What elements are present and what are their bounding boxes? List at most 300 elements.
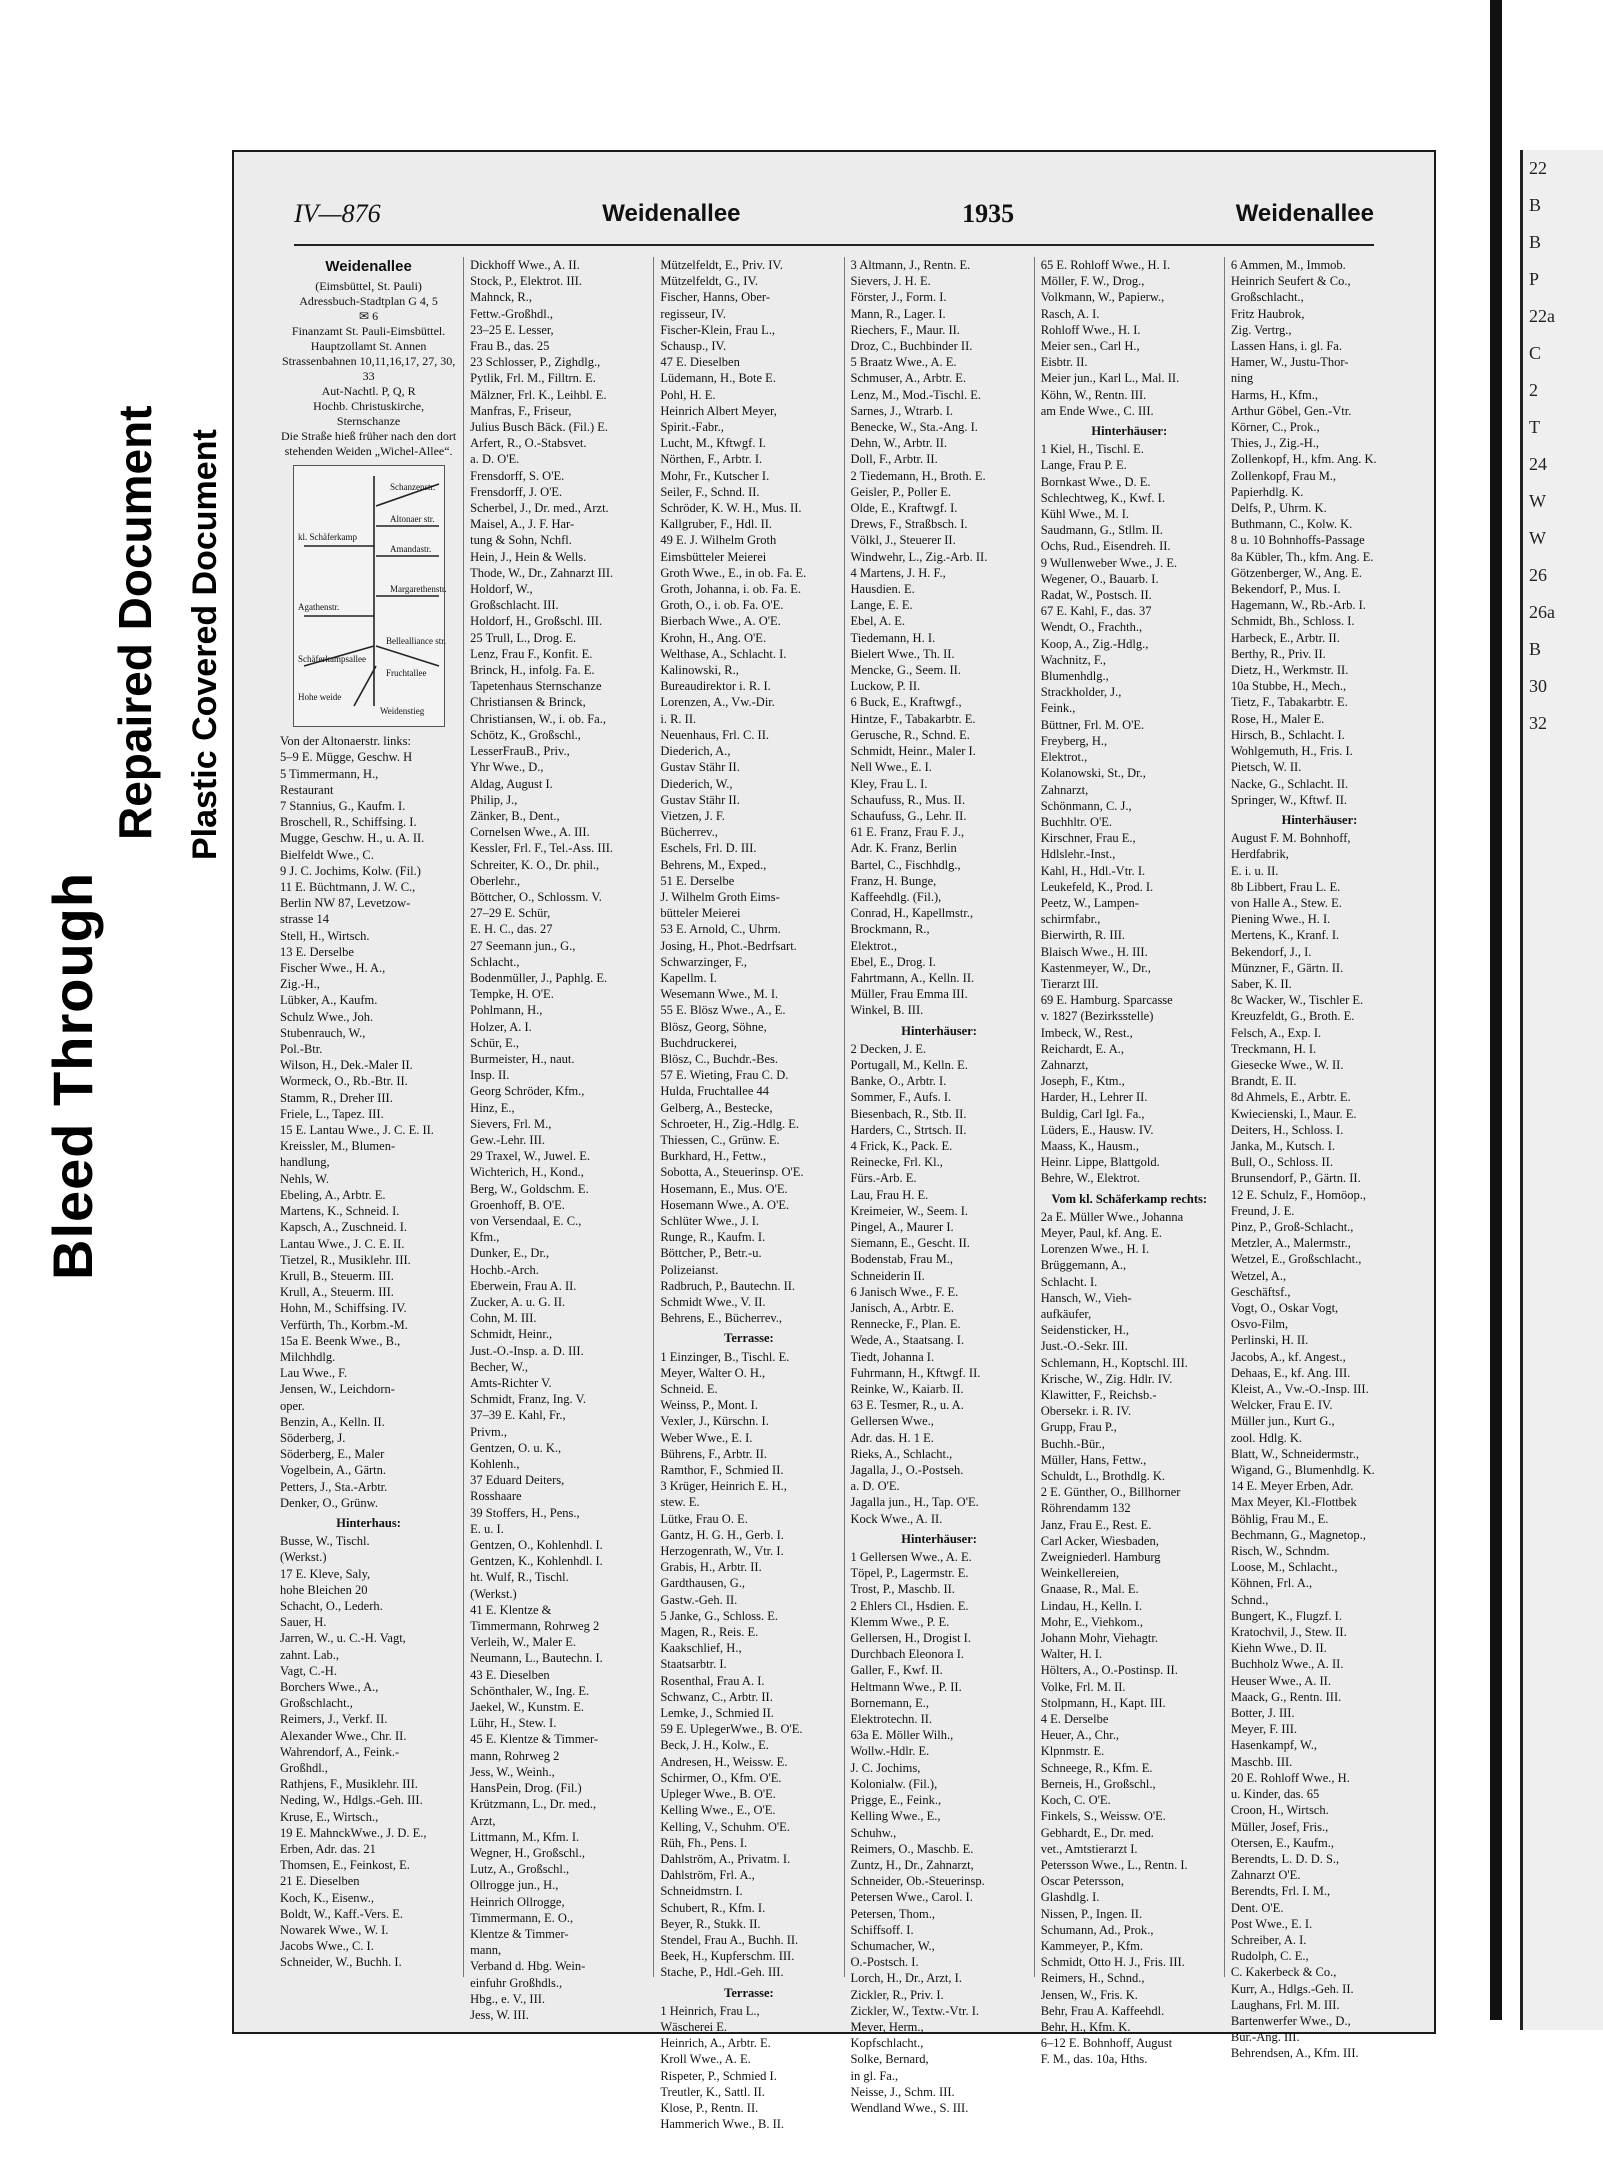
street-heading: Weidenallee — [325, 258, 412, 275]
directory-entry: Janka, M., Kutsch. I. — [1230, 1138, 1336, 1153]
directory-entry: Windwehr, L., Zig.-Arb. II. — [850, 549, 988, 564]
directory-entry: Brunsendorf, P., Gärtn. II. — [1230, 1171, 1361, 1186]
directory-entry: Kohlenh., — [470, 1457, 520, 1472]
directory-entry: Schmidt Wwe., V. II. — [660, 1295, 766, 1309]
directory-entry: Petters, J., Sta.-Arbtr. — [280, 1479, 388, 1494]
directory-entry: 59 E. UplegerWwe., B. O'E. — [660, 1722, 803, 1737]
map-label-hoheweide: Hohe weide — [297, 692, 341, 703]
directory-entry: Solke, Bernard, — [850, 2052, 929, 2067]
directory-entry: Becher, W., — [470, 1359, 528, 1374]
directory-entry: Buchholz Wwe., A. II. — [1230, 1657, 1344, 1672]
directory-entry: Schneidmstrn. I. — [660, 1884, 743, 1899]
directory-entry: a. D. O'E. — [850, 1479, 900, 1494]
directory-entry: Meyer, Walter O. H., — [660, 1365, 766, 1380]
directory-entry: Piening Wwe., H. I. — [1230, 912, 1331, 927]
directory-entry: Schirmer, O., Kfm. O'E. — [660, 1770, 782, 1785]
directory-entry: Stubenrauch, W., — [280, 1025, 366, 1040]
directory-entry: Heuser Wwe., A. II. — [1230, 1673, 1331, 1688]
directory-entry: Milchhdlg. — [280, 1349, 336, 1364]
adjacent-page-fragment: B — [1529, 232, 1542, 252]
section-heading: Hinterhäuser: — [1281, 812, 1358, 827]
directory-entry: Droz, C., Buchbinder II. — [850, 339, 973, 354]
directory-entry: 69 E. Hamburg. Sparcasse — [1040, 993, 1173, 1008]
directory-entry: Finkels, S., Weissw. O'E. — [1040, 1809, 1166, 1824]
directory-entry: Eschels, Frl. D. III. — [660, 841, 757, 856]
directory-entry: Banke, O., Arbtr. I. — [850, 1074, 947, 1089]
directory-entry: 23 Schlosser, P., Zighdlg., — [470, 355, 601, 370]
directory-entry: Neisse, J., Schm. III. — [850, 2084, 955, 2099]
directory-entry: 4 Frick, K., Pack. E. — [850, 1138, 953, 1153]
directory-entry: Stell, H., Wirtsch. — [280, 928, 370, 943]
directory-entry: Müller, Frau Emma III. — [850, 987, 968, 1002]
directory-entry: J. Wilhelm Groth Eims- — [660, 889, 780, 904]
repaired-document-label: Repaired Document — [109, 405, 161, 840]
directory-entry: Elektrot., — [1040, 750, 1088, 765]
directory-entry: Lorenzen, A., Vw.-Dir. — [660, 695, 775, 710]
directory-entry: Delfs, P., Uhrm. K. — [1230, 501, 1327, 516]
directory-entry: Nörthen, F., Arbtr. I. — [660, 452, 763, 467]
directory-entry: regisseur, IV. — [660, 306, 726, 321]
directory-entry: Biesenbach, R., Stb. II. — [850, 1106, 967, 1121]
directory-entry: Brandt, E. II. — [1230, 1074, 1297, 1089]
directory-entry: 2 Tiedemann, H., Broth. E. — [850, 468, 986, 483]
directory-entry: Pingel, A., Maurer I. — [850, 1219, 954, 1234]
directory-entry: Beyer, R., Stukk. II. — [660, 1916, 761, 1931]
directory-entry: Thomsen, E., Feinkost, E. — [280, 1858, 410, 1873]
directory-entry: Berneis, H., Großschl., — [1040, 1776, 1156, 1791]
directory-entry: Holzer, A. I. — [470, 1019, 532, 1034]
directory-entry: Kahl, H., Hdl.-Vtr. I. — [1040, 863, 1146, 878]
directory-entry: Dunker, E., Dr., — [470, 1246, 550, 1261]
directory-entry: 5 Braatz Wwe., A. E. — [850, 355, 957, 370]
directory-entry: E. u. I. — [470, 1521, 504, 1536]
directory-entry: Lucht, M., Kftwgf. I. — [660, 436, 766, 451]
directory-entry: Spirit.-Fabr., — [660, 420, 724, 435]
directory-entry: Peetz, W., Lampen- — [1040, 895, 1139, 910]
directory-entry: Rasch, A. I. — [1040, 306, 1100, 321]
directory-entry: Fischer-Klein, Frau L., — [660, 322, 775, 337]
directory-entry: Joseph, F., Ktm., — [1040, 1074, 1125, 1089]
section-heading: Terrasse: — [724, 1331, 774, 1346]
map-label-schaeferkampsallee: Schäferkampsallee — [297, 654, 366, 665]
directory-entry: Buldig, Carl Igl. Fa., — [1040, 1106, 1145, 1121]
directory-entry: Josing, H., Phot.-Bedrfsart. — [660, 938, 797, 953]
directory-entry: Lindau, H., Kelln. I. — [1040, 1598, 1143, 1613]
directory-entry: Schneid. E. — [660, 1382, 718, 1397]
directory-entry: Gellersen Wwe., — [850, 1414, 934, 1429]
directory-entry: Buthmann, C., Kolw. K. — [1230, 517, 1353, 532]
directory-entry: Krull, B., Steuerm. III. — [280, 1268, 394, 1283]
directory-entry: Hölters, A., O.-Postinsp. II. — [1040, 1663, 1178, 1678]
directory-entry: Cohn, M. III. — [470, 1311, 537, 1326]
adjacent-page-fragment: B — [1529, 639, 1542, 659]
directory-entry: Lübker, A., Kaufm. — [280, 993, 378, 1008]
directory-entry: Hein, J., Hein & Wells. — [470, 549, 587, 564]
directory-entry: 63 E. Tesmer, R., u. A. — [850, 1398, 964, 1413]
directory-entry: Walter, H. I. — [1040, 1647, 1103, 1662]
directory-entry: Schneiderin II. — [850, 1268, 925, 1283]
directory-entry: Verfürth, Th., Korbm.-M. — [280, 1317, 408, 1332]
directory-entry: Glashdlg. I. — [1040, 1890, 1100, 1905]
directory-entry: Mencke, G., Seem. II. — [850, 663, 961, 678]
directory-entry: Großschlacht., — [1230, 290, 1304, 305]
directory-entry: 6 Ammen, M., Immob. — [1230, 258, 1346, 272]
directory-entry: Meyer, F. III. — [1230, 1722, 1298, 1737]
directory-entry: Amts-Richter V. — [470, 1376, 552, 1391]
directory-entry: Elektrot., — [850, 938, 898, 953]
directory-entry: Büttner, Frl. M. O'E. — [1040, 717, 1145, 732]
adjacent-page-fragment: 24 — [1529, 454, 1547, 474]
directory-entry: Hansch, W., Vieh- — [1040, 1290, 1132, 1305]
directory-entry: Schneider, Ob.-Steuerinsp. — [850, 1874, 985, 1889]
directory-entry: Kurr, A., Hdlgs.-Geh. II. — [1230, 1981, 1354, 1996]
directory-entry: Busse, W., Tischl. — [280, 1534, 370, 1549]
directory-entry: Treutler, K., Sattl. II. — [660, 2084, 765, 2099]
directory-entry: Gustav Stähr II. — [660, 760, 740, 775]
directory-entry: Nell Wwe., E. I. — [850, 760, 932, 775]
directory-entry: Max Meyer, Kl.-Flottbek — [1230, 1495, 1357, 1510]
intro-line: Hauptzollamt St. Annen — [310, 339, 427, 354]
directory-entry: Brinck, H., infolg. Fa. E. — [470, 663, 595, 678]
directory-entry: Wegener, O., Bauarb. I. — [1040, 571, 1159, 586]
directory-entry: Blösz, C., Buchdr.-Bes. — [660, 1051, 779, 1066]
directory-entry: Janisch, A., Arbtr. E. — [850, 1301, 954, 1315]
directory-entry: 45 E. Klentze & Timmer- — [470, 1732, 599, 1747]
directory-entry: Zig.-H., — [280, 977, 320, 992]
directory-entry: Conrad, H., Kapellmstr., — [850, 906, 974, 921]
directory-entry: Gnaase, R., Mal. E. — [1040, 1582, 1139, 1597]
directory-entry: Privm., — [470, 1424, 507, 1439]
column-4 — [844, 257, 1034, 2115]
directory-entry: E. H. C., das. 27 — [470, 922, 553, 937]
directory-entry: Wollw.-Hdlr. E. — [850, 1744, 930, 1759]
directory-entry: Beck, J. H., Kolw., E. — [660, 1738, 769, 1753]
directory-entry: Wachnitz, F., — [1040, 652, 1107, 667]
directory-entry: Bielfeldt Wwe., C. — [280, 847, 374, 862]
directory-entry: Sommer, F., Aufs. I. — [850, 1090, 952, 1105]
directory-entry: Großschlacht. III. — [470, 598, 559, 613]
directory-entry: 1 Einzinger, B., Tischl. E. — [660, 1349, 790, 1364]
directory-entry: Münzner, F., Gärtn. II. — [1230, 960, 1344, 975]
directory-entry: Reinecke, Frl. Kl., — [850, 1155, 943, 1170]
directory-entry: Dahlström, A., Privatm. I. — [660, 1851, 791, 1866]
directory-entry: Blösz, Georg, Söhne, — [660, 1019, 767, 1034]
directory-entry: Stamm, R., Dreher III. — [280, 1090, 393, 1105]
directory-entry: Saber, K. II. — [1230, 976, 1292, 991]
directory-entry: Harders, C., Strtsch. II. — [850, 1122, 967, 1137]
adjacent-page-fragment: 32 — [1529, 713, 1547, 733]
directory-entry: Zollenkopf, Frau M., — [1230, 468, 1337, 483]
directory-entry: Hohn, M., Schiffsing. IV. — [280, 1301, 407, 1316]
directory-entry: Kelling Wwe., E., — [850, 1809, 941, 1824]
adjacent-page-edge — [1520, 150, 1603, 2030]
directory-entry: Blatt, W., Schneidermstr., — [1230, 1446, 1359, 1461]
directory-entry: Lenz, M., Mod.-Tischl. E. — [850, 387, 981, 402]
directory-entry: Gastw.-Geh. II. — [660, 1592, 738, 1607]
directory-entry: Meyer, Paul, kf. Ang. E. — [1040, 1225, 1163, 1240]
directory-entry: Zuntz, H., Dr., Zahnarzt, — [850, 1857, 974, 1872]
directory-entry: Thode, W., Dr., Zahnarzt III. — [470, 565, 614, 580]
directory-entry: Schnd., — [1230, 1592, 1269, 1607]
directory-entry: Söderberg, E., Maler — [280, 1447, 385, 1462]
map-label-fruchtallee: Fruchtallee — [385, 668, 427, 679]
directory-entry: Heinr. Lippe, Blattgold. — [1040, 1155, 1160, 1170]
directory-entry: Brockmann, R., — [850, 922, 930, 937]
directory-entry: 37–39 E. Kahl, Fr., — [470, 1408, 566, 1423]
directory-entry: Mann, R., Lager. I. — [850, 306, 946, 321]
directory-entry: Seiler, F., Schnd. II. — [660, 484, 760, 499]
directory-entry: Hagemann, W., Rb.-Arb. I. — [1230, 598, 1366, 613]
directory-entry: 39 Stoffers, H., Pens., — [470, 1505, 580, 1520]
directory-entry: Zahnarzt, — [1040, 1057, 1089, 1072]
section-heading: Hinterhäuser: — [901, 1023, 977, 1038]
directory-entry: Lantau Wwe., J. C. E. II. — [280, 1236, 405, 1251]
directory-entry: Andresen, H., Weissw. E. — [660, 1754, 788, 1769]
directory-entry: Just.-O.-Sekr. III. — [1040, 1339, 1128, 1354]
directory-entry: Restaurant — [280, 782, 334, 797]
directory-entry: 3 Krüger, Heinrich E. H., — [660, 1479, 787, 1494]
directory-entry: Hochb.-Arch. — [470, 1262, 539, 1277]
directory-entry: Jensen, W., Fris. K. — [1040, 1987, 1138, 2002]
directory-entry: 17 E. Kleve, Saly, — [280, 1566, 371, 1581]
directory-entry: Heuer, A., Chr., — [1040, 1728, 1119, 1743]
adjacent-page-fragment: P — [1529, 269, 1540, 289]
directory-entry: Schreiber, A. I. — [1230, 1932, 1307, 1947]
street-intro — [280, 279, 457, 459]
directory-entry: Yhr Wwe., D., — [470, 760, 544, 775]
directory-entry: Frau B., das. 25 — [470, 339, 550, 354]
directory-entry: Polizeianst. — [660, 1262, 719, 1277]
directory-entry: Hosemann, E., Mus. O'E. — [660, 1181, 788, 1196]
directory-entry: von Halle A., Stew. E. — [1230, 895, 1342, 910]
directory-entry: Kapellm. I. — [660, 970, 717, 985]
directory-entry: Hbg., e. V., III. — [470, 1991, 546, 2006]
directory-entry: Bekendorf, J., I. — [1230, 944, 1312, 959]
directory-entry: Erben, Adr. das. 21 — [280, 1842, 376, 1857]
directory-entry: Kock Wwe., A. II. — [850, 1511, 943, 1526]
directory-entry: Olde, E., Kraftwgf. I. — [850, 501, 958, 516]
directory-entry: Schubert, R., Kfm. I. — [660, 1900, 766, 1915]
directory-entry: Freyberg, H., — [1040, 733, 1108, 748]
directory-entry: Gardthausen, G., — [660, 1576, 746, 1591]
directory-entry: Koch, K., Eisenw., — [280, 1890, 374, 1905]
directory-entry: Zahnarzt O'E. — [1230, 1868, 1301, 1883]
directory-entry: Magen, R., Reis. E. — [660, 1625, 759, 1640]
directory-entry: Burkhard, H., Fettw., — [660, 1149, 767, 1164]
directory-entry: Vagt, C.-H. — [280, 1663, 337, 1678]
directory-entry: Pytlik, Frl. M., Filltrn. E. — [470, 371, 596, 386]
directory-entry: 12 E. Schulz, F., Homöop., — [1230, 1187, 1366, 1202]
directory-entry: Buchdruckerei, — [660, 1035, 738, 1050]
directory-entry: 8c Wacker, W., Tischler E. — [1230, 993, 1364, 1008]
directory-entry: Bodenmüller, J., Paphlg. E. — [470, 970, 608, 985]
directory-entry: Manfras, F., Friseur, — [470, 403, 572, 418]
directory-entry: Dehn, W., Arbtr. II. — [850, 436, 948, 451]
column-6 — [1224, 257, 1414, 2061]
adjacent-page-fragment: W — [1529, 528, 1546, 548]
directory-entry: Müller, Hans, Fettw., — [1040, 1452, 1147, 1467]
directory-entry: Riechers, F., Maur. II. — [850, 322, 960, 337]
directory-entry: Kolanowski, St., Dr., — [1040, 766, 1146, 781]
directory-entry: Hdlslehr.-Inst., — [1040, 847, 1116, 862]
directory-entry: 23–25 E. Lesser, — [470, 322, 554, 337]
directory-entry: oper. — [280, 1398, 305, 1413]
directory-entry: Kreimeier, W., Seem. I. — [850, 1203, 969, 1218]
directory-entry: Feink., — [1040, 701, 1076, 716]
column-1 — [274, 257, 463, 1977]
directory-entry: Kruse, E., Wirtsch., — [280, 1809, 379, 1824]
directory-entry: Hasenkampf, W., — [1230, 1738, 1317, 1753]
directory-entry: Radbruch, P., Bautechn. II. — [660, 1278, 796, 1293]
directory-entry: Rose, H., Maler E. — [1230, 711, 1325, 726]
directory-entry: Osvo-Film, — [1230, 1317, 1289, 1332]
directory-entry: Zig. Vertrg., — [1230, 322, 1292, 337]
directory-entry: Reichardt, E. A., — [1040, 1041, 1125, 1056]
directory-entry: Blumenhdlg., — [1040, 669, 1109, 684]
directory-entry: Schneider, W., Buchh. I. — [280, 1955, 402, 1970]
directory-entry: Reimers, J., Verkf. II. — [280, 1712, 388, 1727]
directory-entry: Großschlacht., — [280, 1696, 353, 1711]
directory-entry: Adr. das. H. 1 E. — [850, 1430, 934, 1445]
directory-entry: Vogt, O., Oskar Vogt, — [1230, 1301, 1339, 1315]
directory-entry: Schmidt, Otto H. J., Fris. III. — [1040, 1955, 1185, 1970]
directory-entry: Welcker, Frau E. IV. — [1230, 1398, 1333, 1413]
directory-entry: Verband d. Hbg. Wein- — [470, 1959, 586, 1974]
directory-entry: Benecke, W., Sta.-Ang. I. — [850, 420, 978, 435]
directory-page — [232, 150, 1436, 2132]
directory-entry: Tapetenhaus Sternschanze — [470, 679, 602, 694]
directory-entry: 9 J. C. Jochims, Kolw. (Fil.) — [280, 863, 421, 878]
map-label-agathen: Agathenstr. — [297, 602, 339, 613]
directory-entry: Schröder, K. W. H., Mus. II. — [660, 501, 802, 516]
directory-entry: Pietsch, W. II. — [1230, 760, 1302, 775]
directory-entry: Jarren, W., u. C.-H. Vagt, — [280, 1631, 406, 1646]
directory-entry: Bechmann, G., Magnetop., — [1230, 1527, 1366, 1542]
directory-entry: Felsch, A., Exp. I. — [1230, 1025, 1322, 1040]
directory-entry: Berendts, Frl. I. M., — [1230, 1884, 1331, 1899]
directory-entry: Diederich, W., — [660, 776, 733, 791]
directory-entry: O.-Postsch. I. — [850, 1955, 919, 1970]
directory-entry: Carl Acker, Wiesbaden, — [1040, 1533, 1159, 1548]
directory-entry: Pol.-Btr. — [280, 1042, 323, 1057]
directory-entry: 5–9 E. Mügge, Geschw. H — [280, 750, 413, 765]
directory-entry: Fritz Haubrok, — [1230, 306, 1305, 321]
directory-entry: Meier jun., Karl L., Mal. II. — [1040, 371, 1180, 386]
intro-line: Hochb. Christuskirche, Sternschanze — [313, 399, 425, 429]
directory-entry: Thiessen, C., Grünw. E. — [660, 1132, 780, 1147]
directory-entry: Wede, A., Staatsang. I. — [850, 1333, 965, 1348]
directory-entry: F. M., das. 10a, Hths. — [1040, 2052, 1148, 2067]
directory-entry: 19 E. MahnckWwe., J. D. E., — [280, 1825, 427, 1840]
street-map-svg — [294, 466, 447, 726]
directory-entry: Schmidt, Heinr., Maler I. — [850, 744, 976, 759]
directory-entry: Metzler, A., Malermstr., — [1230, 1236, 1351, 1251]
directory-entry: 2 Decken, J. E. — [850, 1041, 927, 1056]
directory-entry: Jess, W. III. — [470, 2007, 529, 2022]
directory-entry: a. D. O'E. — [470, 452, 520, 467]
directory-entry: 6–12 E. Bohnhoff, August — [1040, 2036, 1173, 2051]
directory-entry: 25 Trull, L., Drog. E. — [470, 630, 577, 645]
directory-entry: Meier sen., Carl H., — [1040, 339, 1140, 354]
directory-entry: Rosshaare — [470, 1489, 522, 1504]
directory-entry: Christiansen, W., i. ob. Fa., — [470, 711, 606, 726]
directory-entry: 8d Ahmels, E., Arbtr. E. — [1230, 1090, 1351, 1105]
directory-entry: Behr, Frau A. Kaffeehdl. — [1040, 2003, 1165, 2018]
directory-entry: Koop, A., Zig.-Hdlg., — [1040, 636, 1149, 651]
directory-entry: Berlin NW 87, Levetzow- — [280, 896, 411, 911]
directory-entry: am Ende Wwe., C. III. — [1040, 403, 1154, 418]
directory-entry: Klawitter, F., Reichsb.- — [1040, 1388, 1157, 1403]
directory-entry: 55 E. Blösz Wwe., A., E. — [660, 1003, 786, 1018]
directory-entry: Freund, J. E. — [1230, 1203, 1295, 1218]
directory-entry: Perlinski, H. II. — [1230, 1333, 1309, 1348]
directory-entry: Oscar Petersson, — [1040, 1874, 1125, 1889]
map-label-bellealliance: Bellealliance str. — [385, 636, 446, 647]
directory-entry: Fuhrmann, H., Kftwgf. II. — [850, 1365, 981, 1380]
directory-entry: Kroll Wwe., A. E. — [660, 2052, 751, 2067]
directory-entry: Schlüter Wwe., J. I. — [660, 1213, 760, 1228]
directory-entry: Timmermann, E. O., — [470, 1910, 574, 1925]
directory-entry: Wendt, O., Frachth., — [1040, 620, 1143, 635]
directory-entry: Fahrtmann, A., Kelln. II. — [850, 970, 975, 985]
directory-entry: Kfm., — [470, 1230, 500, 1245]
directory-entry: Saudmann, G., Stllm. II. — [1040, 523, 1163, 538]
directory-entry: Möller, F. W., Drog., — [1040, 274, 1145, 289]
directory-entry: Nehls, W. — [280, 1171, 329, 1186]
directory-entry: Mützelfeldt, E., Priv. IV. — [660, 258, 783, 272]
directory-entry: Kessler, Frl. F., Tel.-Ass. III. — [470, 841, 614, 856]
directory-entry: Wilson, H., Dek.-Maler II. — [280, 1058, 413, 1073]
directory-entry: 1 Kiel, H., Tischl. E. — [1040, 442, 1144, 457]
directory-entry: Böttcher, O., Schlossm. V. — [470, 889, 602, 904]
directory-entry: Schür, E., — [470, 1035, 519, 1050]
directory-entry: Gebhardt, E., Dr. med. — [1040, 1825, 1154, 1840]
directory-entry: Fürs.-Arb. E. — [850, 1171, 917, 1186]
directory-entry: Bührens, F., Arbtr. II. — [660, 1446, 767, 1461]
directory-columns — [274, 257, 1414, 2132]
directory-entry: 27–29 E. Schür, — [470, 906, 551, 921]
directory-entry: Maisel, A., J. F. Har- — [470, 517, 575, 532]
directory-entry: 2 Ehlers Cl., Hsdien. E. — [850, 1598, 969, 1613]
directory-entry: Lüdemann, H., Bote E. — [660, 371, 776, 386]
directory-entry: Holdorf, H., Großschl. III. — [470, 614, 603, 629]
directory-entry: Schausp., IV. — [660, 339, 727, 354]
directory-entry: Treckmann, H. I. — [1230, 1041, 1317, 1056]
directory-entry: Wohlgemuth, H., Fris. I. — [1230, 744, 1353, 759]
directory-entry: 8 u. 10 Bohnhoffs-Passage — [1230, 533, 1365, 548]
column-3 — [653, 257, 843, 2132]
directory-entry: Weinkellereien, — [1040, 1566, 1120, 1581]
directory-entry: Gew.-Lehr. III. — [470, 1132, 546, 1147]
column-5 — [1034, 257, 1224, 2067]
directory-entry: Behrens, E., Bücherrev., — [660, 1311, 783, 1326]
directory-entry: Arthur Göbel, Gen.-Vtr. — [1230, 403, 1352, 418]
directory-entry: 61 E. Franz, Frau F. J., — [850, 825, 965, 840]
directory-entry: Nowarek Wwe., W. I. — [280, 1923, 389, 1938]
directory-entry: Schlechtweg, K., Kwf. I. — [1040, 490, 1165, 505]
directory-entry: Volke, Frl. M. II. — [1040, 1679, 1126, 1694]
directory-entry: Bornemann, E., — [850, 1695, 929, 1710]
page-number: IV—876 — [294, 199, 381, 228]
directory-entry: ning — [1230, 371, 1254, 386]
directory-entry: Wigand, G., Blumenhdlg. K. — [1230, 1463, 1375, 1478]
directory-entry: Heinrich Seufert & Co., — [1230, 274, 1351, 289]
directory-entry: Groth, O., i. ob. Fa. O'E. — [660, 598, 784, 613]
directory-entry: 1 Gellersen Wwe., A. E. — [850, 1550, 972, 1565]
section-heading: Hinterhäuser: — [901, 1531, 977, 1546]
directory-entry: Pohl, H. E. — [660, 387, 716, 402]
directory-entry: Diederich, A., — [660, 744, 731, 759]
